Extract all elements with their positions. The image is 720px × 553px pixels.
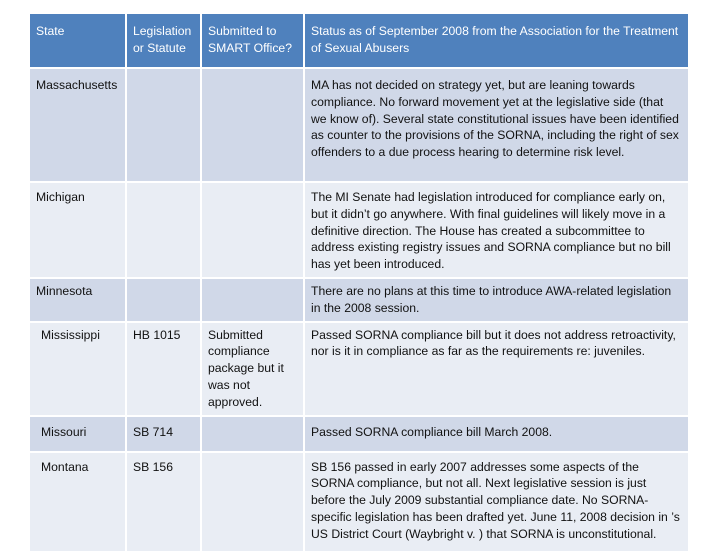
cell-status: Passed SORNA compliance bill March 2008. xyxy=(305,417,690,453)
table-row-michigan xyxy=(30,183,690,279)
cell-state: Mississippi xyxy=(30,323,127,417)
table-row-minnesota xyxy=(30,279,690,323)
cell-status: MA has not decided on strategy yet, but are leaning towards compliance. No forward movement yet at the legislative side (that we know of). Several state constitutional issues have been identified as counter to the provisions of the SORNA, including the right of sex offenders to a due process hearing to determine risk level. xyxy=(305,69,690,183)
cell-legislation: HB 1015 xyxy=(127,323,202,417)
table-row-montana xyxy=(30,453,690,553)
cell-status: Passed SORNA compliance bill but it does not address retroactivity, nor is it in compliance as far as the requirements re: juveniles. xyxy=(305,323,690,417)
header-row xyxy=(30,14,690,69)
cell-status: SB 156 passed in early 2007 addresses some aspects of the SORNA compliance, but not all. Next legislative session is just before the July 2009 substantial compliance date. No SORNA-specific legislation has been drafted yet. June 11, 2008 decision in ’s US District Court (Waybright v. ) that SORNA is unconstitutional. xyxy=(305,453,690,553)
header-legislation: Legislation or Statute xyxy=(127,14,202,69)
header-status: Status as of September 2008 from the Association for the Treatment of Sexual Abusers xyxy=(305,14,690,69)
cell-legislation: SB 156 xyxy=(127,453,202,553)
cell-status: The MI Senate had legislation introduced for compliance early on, but it didn’t go anywhere. With final guidelines will likely move in a definitive direction. The House has created a subcommittee to address existing registry issues and SORNA compliance but no bill has yet been introduced. xyxy=(305,183,690,279)
state-status-table xyxy=(30,14,690,553)
cell-state: Montana xyxy=(30,453,127,553)
header-state: State xyxy=(30,14,127,69)
cell-legislation xyxy=(127,69,202,183)
cell-state: Missouri xyxy=(30,417,127,453)
cell-submitted xyxy=(202,279,305,323)
cell-submitted: Submitted compliance package but it was not approved. xyxy=(202,323,305,417)
header-submitted: Submitted to SMART Office? xyxy=(202,14,305,69)
cell-legislation xyxy=(127,183,202,279)
table-row-mississippi xyxy=(30,323,690,417)
cell-submitted xyxy=(202,69,305,183)
cell-submitted xyxy=(202,453,305,553)
table-row-massachusetts xyxy=(30,69,690,183)
cell-state: Michigan xyxy=(30,183,127,279)
table-row-missouri xyxy=(30,417,690,453)
cell-submitted xyxy=(202,183,305,279)
cell-status: There are no plans at this time to introduce AWA-related legislation in the 2008 session. xyxy=(305,279,690,323)
cell-submitted xyxy=(202,417,305,453)
cell-state: Massachusetts xyxy=(30,69,127,183)
cell-legislation: SB 714 xyxy=(127,417,202,453)
cell-legislation xyxy=(127,279,202,323)
cell-state: Minnesota xyxy=(30,279,127,323)
